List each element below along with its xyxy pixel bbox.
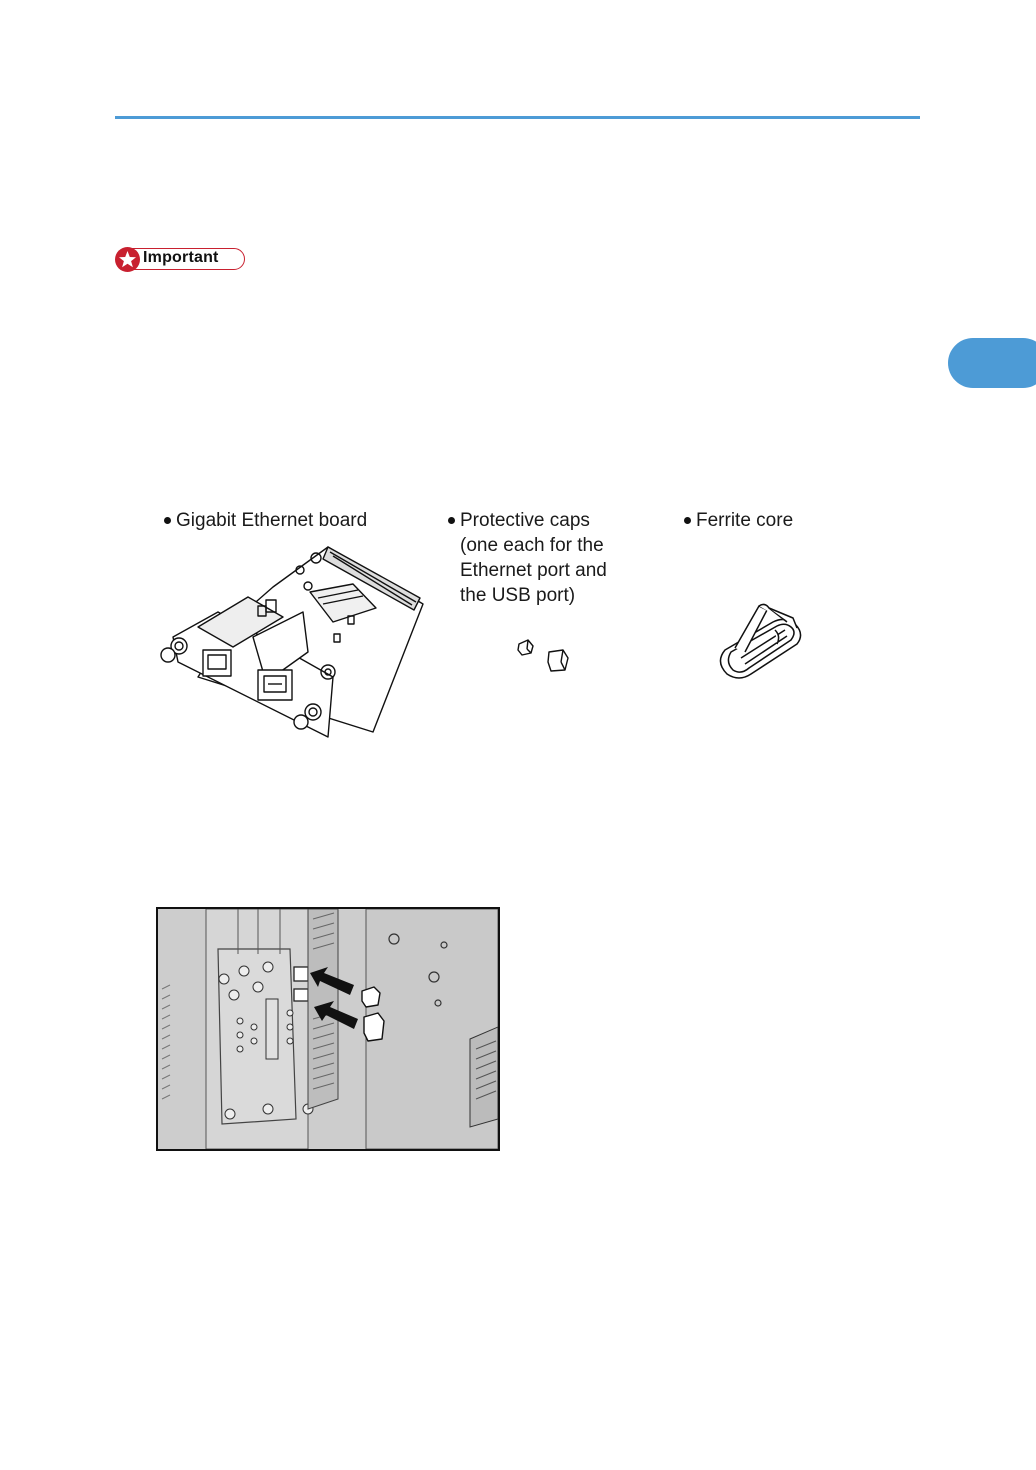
star-icon [115, 247, 140, 272]
bullet-dot [164, 517, 171, 524]
item-label-ferrite: Ferrite core [696, 510, 794, 531]
item-label-caps-line-4: the USB port) [460, 585, 576, 606]
item-label-caps-line-2: (one each for the [460, 535, 604, 556]
important-label: Important [143, 249, 219, 266]
chapter-tab [948, 338, 1036, 388]
ethernet-board-illustration [158, 542, 428, 742]
bullet-dot [684, 517, 691, 524]
important-badge [115, 248, 247, 272]
header-rule [115, 116, 920, 119]
protective-caps-illustration [515, 638, 575, 678]
item-label-caps-line-1: Protective caps [460, 510, 590, 531]
item-label-caps-line-3: Ethernet port and [460, 560, 607, 581]
bullet-dot [448, 517, 455, 524]
item-label-board: Gigabit Ethernet board [176, 510, 368, 531]
cap-installation-illustration [156, 907, 500, 1151]
ferrite-core-illustration [715, 600, 805, 685]
